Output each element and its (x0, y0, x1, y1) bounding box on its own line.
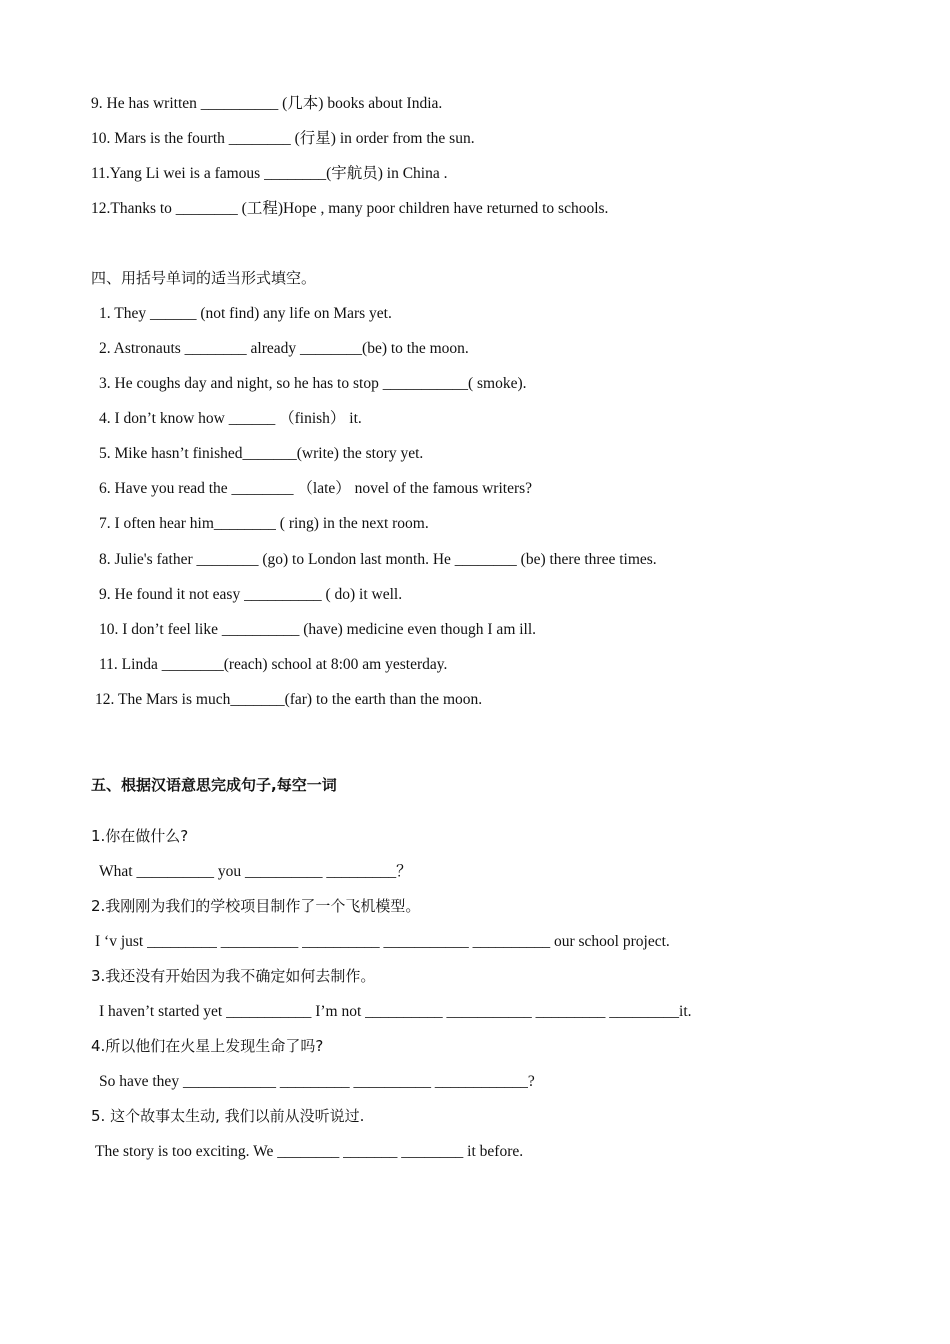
section5-question-3: 3.我还没有开始因为我不确定如何去制作。 (91, 967, 376, 985)
section5-question-4: 4.所以他们在火星上发现生命了吗? (91, 1037, 324, 1055)
section3-item-12: 12.Thanks to ________ (工程)Hope , many poor children have returned to schools. (91, 200, 609, 217)
section4-item-1: 1. They ______ (not find) any life on Mars yet. (99, 305, 392, 322)
section4-item-10: 10. I don’t feel like __________ (have) medicine even though I am ill. (99, 621, 537, 638)
section3-item-10: 10. Mars is the fourth ________ (行星) in order from the sun. (91, 130, 475, 147)
section4-item-11: 11. Linda ________(reach) school at 8:00 am yesterday. (99, 656, 448, 673)
section5-answer-4: So have they ____________ _________ __________ ____________? (99, 1073, 535, 1090)
section4-item-6: 6. Have you read the ________ （late） novel of the famous writers? (99, 480, 533, 497)
section5-answer-3: I haven’t started yet ___________ I’m not __________ ___________ _________ _________it. (99, 1003, 692, 1020)
section3-item-11: 11.Yang Li wei is a famous ________(宇航员) in China . (91, 165, 448, 182)
section5-question-1: 1.你在做什么? (91, 827, 189, 845)
section4-item-9: 9. He found it not easy __________ ( do) it well. (99, 586, 403, 603)
section4-item-7: 7. I often hear him________ ( ring) in the next room. (99, 515, 429, 532)
section4-item-5: 5. Mike hasn’t finished_______(write) the story yet. (99, 445, 424, 462)
section5-answer-1: What __________ you __________ _________？ (99, 863, 412, 880)
section4-item-12: 12. The Mars is much_______(far) to the earth than the moon. (95, 691, 483, 708)
section4-title: 四、用括号单词的适当形式填空。 (91, 269, 317, 287)
section4-item-3: 3. He coughs day and night, so he has to stop ___________( smoke). (99, 375, 527, 392)
section4-item-4: 4. I don’t know how ______ （finish） it. (99, 410, 362, 427)
section3-item-9: 9. He has written __________ (几本) books about India. (91, 95, 443, 112)
section5-question-2: 2.我刚刚为我们的学校项目制作了一个飞机模型。 (91, 897, 421, 915)
section5-answer-2: I ‘v just _________ __________ __________ ___________ __________ our school project. (95, 933, 670, 950)
section5-title: 五、根据汉语意思完成句子,每空一词 (91, 776, 337, 794)
section4-item-8: 8. Julie's father ________ (go) to London last month. He ________ (be) there three times. (99, 551, 657, 568)
section5-question-5: 5. 这个故事太生动, 我们以前从没听说过. (91, 1107, 365, 1125)
section4-item-2: 2. Astronauts ________ already ________(be) to the moon. (99, 340, 469, 357)
section5-answer-5: The story is too exciting. We ________ _______ ________ it before. (95, 1143, 524, 1160)
